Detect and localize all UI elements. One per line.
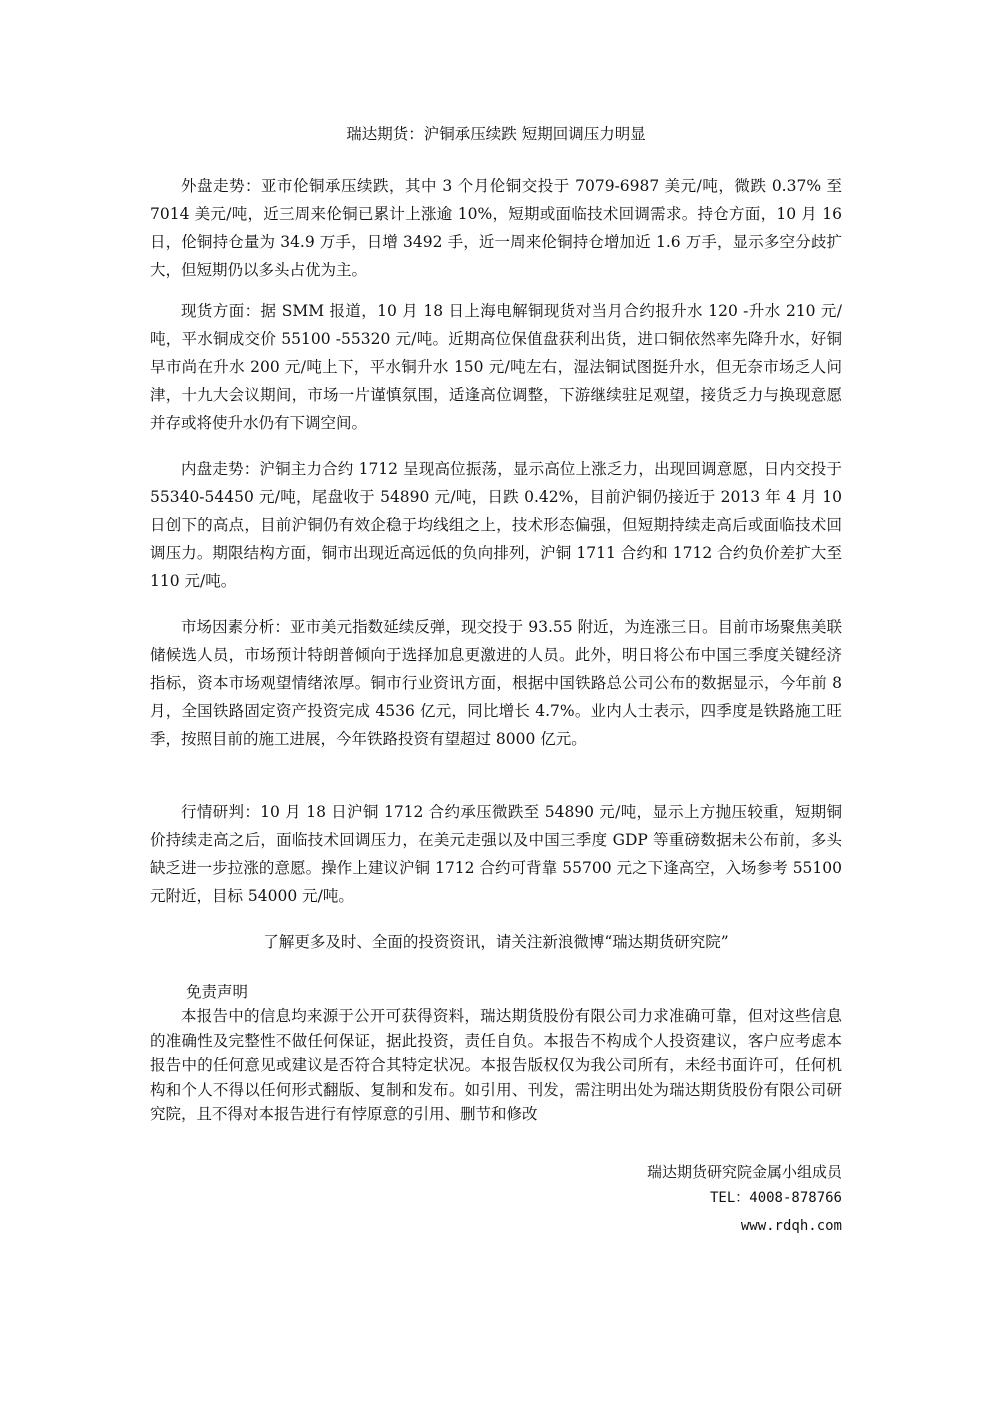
paragraph-outlook: 行情研判：10 月 18 日沪铜 1712 合约承压微跌至 54890 元/吨，显示上方抛压较重，短期铜价持续走高之后，面临技术回调压力，在美元走强以及中国三季度 GDP 等重磅数据未公布前，多头缺乏进一步拉涨的意愿。操作上建议沪铜 1712 合约可背靠 55700 元之下逢高空，入场参考 55100 元附近，目标 54000 元/吨。 bbox=[150, 803, 842, 905]
document-title: 瑞达期货：沪铜承压续跌 短期回调压力明显 bbox=[346, 125, 646, 143]
follow-weibo-note: 了解更多及时、全面的投资资讯，请关注新浪微博“瑞达期货研究院” bbox=[263, 933, 729, 951]
signature-tel: TEL：4008-878766 bbox=[709, 1190, 842, 1206]
signature-website: www.rdqh.com bbox=[740, 1218, 842, 1234]
signature-team: 瑞达期货研究院金属小组成员 bbox=[646, 1163, 842, 1181]
disclaimer-title: 免责声明 bbox=[186, 983, 249, 1001]
paragraph-market-factors: 市场因素分析：亚市美元指数延续反弹，现交投于 93.55 附近，为连涨三日。目前市场聚焦美联储候选人员，市场预计特朗普倾向于选择加息更激进的人员。此外，明日将公布中国三季度关键经济指标，资本市场观望情绪浓厚。铜市行业资讯方面，根据中国铁路总公司公布的数据显示，今年前 8 月，全国铁路固定资产投资完成 4536 亿元，同比增长 4.7%。业内人士表示，四季度是铁路施工旺季，按照目前的施工进展，今年铁路投资有望超过 8000 亿元。 bbox=[150, 618, 842, 748]
paragraph-overseas-market: 外盘走势：亚市伦铜承压续跌，其中 3 个月伦铜交投于 7079-6987 美元/吨，微跌 0.37% 至 7014 美元/吨，近三周来伦铜已累计上涨逾 10%，短期或面临技术回调需求。持仓方面，10 月 16 日，伦铜持仓量为 34.9 万手，日增 3492 手，近一周来伦铜持仓增加近 1.6 万手，显示多空分歧扩大，但短期仍以多头占优为主。 bbox=[150, 177, 842, 279]
paragraph-spot-market: 现货方面：据 SMM 报道，10 月 18 日上海电解铜现货对当月合约报升水 120 -升水 210 元/吨，平水铜成交价 55100 -55320 元/吨。近期高位保值盘获利出货，进口铜依然率先降升水，好铜早市尚在升水 200 元/吨上下，平水铜升水 150 元/吨左右，湿法铜试图挺升水，但无奈市场乏人问津，十九大会议期间，市场一片谨慎氛围，适逢高位调整，下游继续驻足观望，接货乏力与换现意愿并存或将使升水仍有下调空间。 bbox=[150, 302, 842, 432]
disclaimer-body: 本报告中的信息均来源于公开可获得资料，瑞达期货股份有限公司力求准确可靠，但对这些信息的准确性及完整性不做任何保证，据此投资，责任自负。本报告不构成个人投资建议，客户应考虑本报告中的任何意见或建议是否符合其特定状况。本报告版权仅为我公司所有，未经书面许可，任何机构和个人不得以任何形式翻版、复制和发布。如引用、刊发，需注明出处为瑞达期货股份有限公司研究院，且不得对本报告进行有悖原意的引用、删节和修改 bbox=[150, 1007, 842, 1123]
paragraph-domestic-market: 内盘走势：沪铜主力合约 1712 呈现高位振荡，显示高位上涨乏力，出现回调意愿，日内交投于 55340-54450 元/吨，尾盘收于 54890 元/吨，日跌 0.42%，目前沪铜仍接近于 2013 年 4 月 10 日创下的高点，目前沪铜仍有效企稳于均线组之上，技术形态偏强，但短期持续走高后或面临技术回调压力。期限结构方面，铜市出现近高远低的负向排列，沪铜 1711 合约和 1712 合约负价差扩大至 110 元/吨。 bbox=[150, 460, 842, 590]
